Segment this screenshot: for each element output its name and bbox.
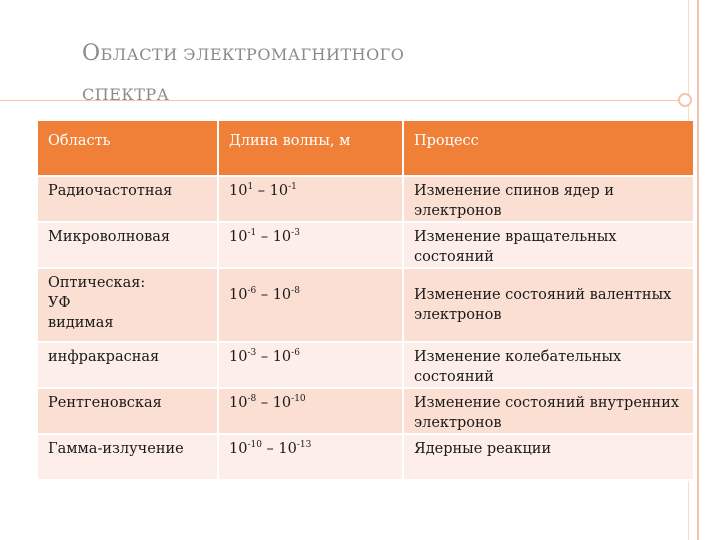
column-header-process: Процесс bbox=[403, 121, 694, 176]
wavelength-from-base: 10 bbox=[229, 183, 248, 199]
wavelength-to-base: 10 bbox=[272, 395, 292, 411]
wavelength-to-base: 10 bbox=[278, 441, 297, 457]
wavelength-from-base: 10 bbox=[229, 441, 248, 457]
wavelength-to-base: 10 bbox=[272, 349, 292, 365]
table-row bbox=[38, 268, 694, 342]
wavelength-separator: – bbox=[253, 183, 270, 199]
slide-title-line-1 bbox=[82, 34, 642, 75]
wavelength-cell bbox=[218, 268, 403, 342]
table-row bbox=[38, 434, 694, 480]
region-cell: Микроволновая bbox=[38, 222, 218, 268]
process-cell: Изменение состояний валентных электронов bbox=[403, 268, 694, 342]
wavelength-to-base: 10 bbox=[269, 183, 289, 199]
wavelength-cell bbox=[218, 176, 403, 222]
region-cell: Рентгеновская bbox=[38, 388, 218, 434]
region-line: Оптическая: bbox=[48, 275, 146, 291]
region-line: видимая bbox=[48, 315, 114, 331]
table-header-row bbox=[38, 121, 694, 176]
decorative-circle bbox=[678, 93, 692, 107]
wavelength-separator: – bbox=[256, 349, 273, 365]
region-cell: инфракрасная bbox=[38, 342, 218, 388]
wavelength-to-exponent: -3 bbox=[291, 228, 300, 239]
wavelength-separator: – bbox=[256, 229, 273, 245]
wavelength-cell bbox=[218, 222, 403, 268]
region-line: УФ bbox=[48, 295, 71, 311]
wavelength-from-exponent: -3 bbox=[247, 348, 257, 359]
wavelength-from-base: 10 bbox=[229, 229, 248, 245]
title-line-1-text: БЛАСТИ ЭЛЕКТРОМАГНИТНОГО bbox=[100, 45, 405, 64]
wavelength-from-exponent: -1 bbox=[247, 228, 257, 239]
region-cell: Гамма-излучение bbox=[38, 434, 218, 480]
wavelength-to-base: 10 bbox=[272, 287, 292, 303]
region-cell bbox=[38, 268, 218, 342]
wavelength-from-base: 10 bbox=[229, 395, 248, 411]
wavelength-to-exponent: -6 bbox=[291, 348, 300, 359]
wavelength-to-exponent: -13 bbox=[296, 440, 312, 451]
process-cell: Ядерные реакции bbox=[403, 434, 694, 480]
wavelength-to-exponent: -1 bbox=[288, 182, 297, 193]
region-cell: Радиочастотная bbox=[38, 176, 218, 222]
wavelength-cell bbox=[218, 434, 403, 480]
wavelength-separator: – bbox=[256, 395, 273, 411]
process-cell: Изменение спинов ядер и электронов bbox=[403, 176, 694, 222]
slide-title-line-2: СПЕКТРА bbox=[82, 85, 170, 104]
process-cell: Изменение вращательных состояний bbox=[403, 222, 694, 268]
wavelength-cell bbox=[218, 342, 403, 388]
wavelength-cell bbox=[218, 388, 403, 434]
column-header-wavelength: Длина волны, м bbox=[218, 121, 403, 176]
table-row bbox=[38, 176, 694, 222]
wavelength-from-exponent: -6 bbox=[247, 286, 257, 297]
wavelength-from-exponent: -10 bbox=[247, 440, 262, 451]
wavelength-from-base: 10 bbox=[229, 287, 248, 303]
wavelength-from-exponent: -8 bbox=[247, 394, 257, 405]
wavelength-separator: – bbox=[256, 287, 273, 303]
title-initial-letter: О bbox=[82, 41, 101, 66]
column-header-region: Область bbox=[38, 121, 218, 176]
decorative-vertical-line bbox=[697, 0, 699, 540]
table-header bbox=[38, 121, 694, 176]
wavelength-from-base: 10 bbox=[229, 349, 248, 365]
wavelength-to-exponent: -8 bbox=[291, 286, 300, 297]
wavelength-from-exponent: 1 bbox=[247, 182, 254, 193]
table-row bbox=[38, 222, 694, 268]
process-cell: Изменение колебательных состояний bbox=[403, 342, 694, 388]
table-row bbox=[38, 342, 694, 388]
wavelength-separator: – bbox=[261, 441, 279, 457]
table-row bbox=[38, 388, 694, 434]
wavelength-to-base: 10 bbox=[272, 229, 292, 245]
process-cell: Изменение состояний внутренних электронов bbox=[403, 388, 694, 434]
slide-title bbox=[82, 34, 642, 115]
spectrum-table bbox=[38, 121, 695, 481]
wavelength-to-exponent: -10 bbox=[291, 394, 306, 405]
table-body bbox=[38, 176, 694, 480]
